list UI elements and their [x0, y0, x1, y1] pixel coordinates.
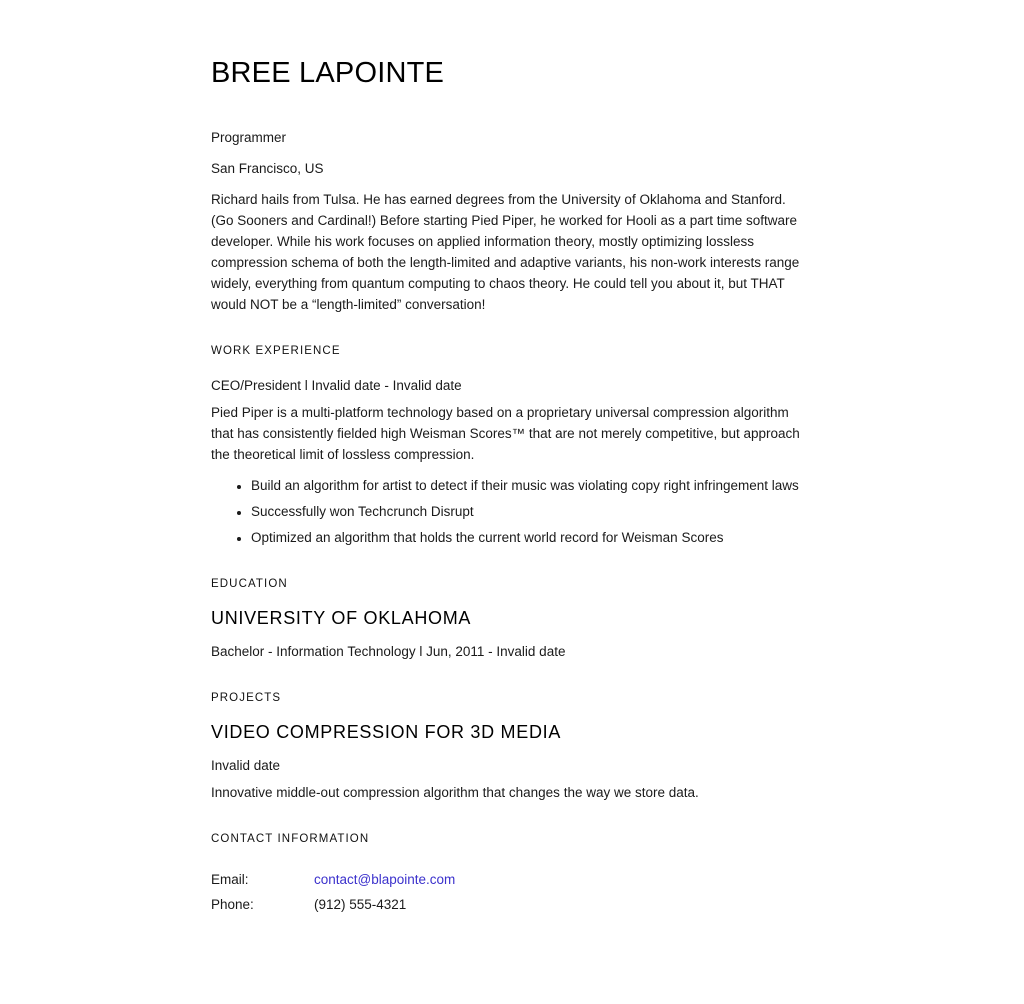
contact-label-email: Email:	[211, 871, 249, 887]
table-row	[211, 892, 455, 917]
contact-label-phone: Phone:	[211, 896, 254, 912]
section-heading-work: WORK EXPERIENCE	[211, 344, 341, 357]
work-description: Pied Piper is a multi-platform technology based on a proprietary universal compression algorithm that has consistently fielded high Weisman Scores™ that are not merely competitive, but approach the theoretical limit of lossless compression.	[211, 404, 800, 462]
section-heading-education: EDUCATION	[211, 577, 288, 590]
project-description: Innovative middle-out compression algorithm that changes the way we store data.	[211, 784, 699, 800]
contact-value-email	[314, 867, 455, 892]
page-title: BREE LAPOINTE	[211, 57, 445, 89]
contact-table	[211, 867, 455, 917]
work-role-line: CEO/President l Invalid date - Invalid date	[211, 377, 462, 393]
table-row	[211, 867, 455, 892]
section-work-experience	[211, 345, 814, 548]
work-bullet-list	[211, 475, 814, 548]
section-education	[211, 578, 814, 662]
job-title: Programmer	[211, 129, 287, 145]
project-name: VIDEO COMPRESSION FOR 3D MEDIA	[211, 721, 562, 742]
contact-value-phone: (912) 555-4321	[314, 896, 407, 912]
education-detail: Bachelor - Information Technology l Jun, 2011 - Invalid date	[211, 643, 566, 659]
list-item: • Optimized an algorithm that holds the current world record for Weisman Scores	[251, 527, 811, 548]
section-projects	[211, 692, 814, 803]
section-heading-contact: CONTACT INFORMATION	[211, 832, 370, 845]
project-date: Invalid date	[211, 757, 281, 773]
email-link[interactable]: contact@blapointe.com	[314, 871, 456, 887]
summary-paragraph: Richard hails from Tulsa. He has earned degrees from the University of Oklahoma and Stanford. (Go Sooners and Cardinal!) Before starting Pied Piper, he worked for Hooli as a part time software developer. While his work focuses on applied information theory, mostly optimizing lossless compression schema of both the length-limited and adaptive variants, his non-work interests range widely, everything from quantum computing to chaos theory. He could tell you about it, but THAT would NOT be a “length-limited” conversation!	[211, 191, 800, 312]
list-item: • Successfully won Techcrunch Disrupt	[251, 501, 811, 522]
section-contact-information	[211, 833, 814, 917]
location: San Francisco, US	[211, 160, 324, 176]
list-item: • Build an algorithm for artist to detect if their music was violating copy right infringement laws	[251, 475, 811, 496]
education-school-name: UNIVERSITY OF OKLAHOMA	[211, 607, 472, 628]
section-heading-projects: PROJECTS	[211, 691, 282, 704]
